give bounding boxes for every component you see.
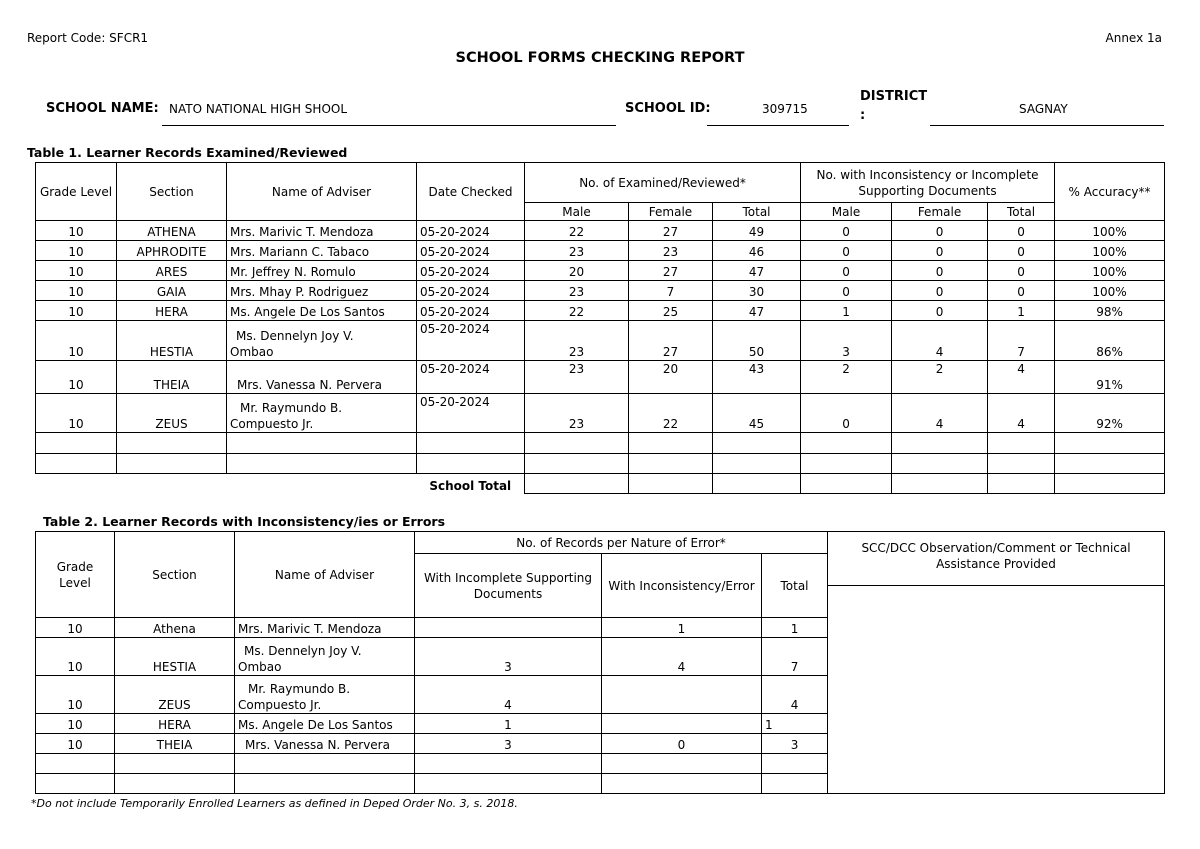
t1-i-female: 0 bbox=[892, 261, 988, 281]
school-total-label: School Total bbox=[417, 474, 525, 494]
t2-observation-area bbox=[828, 586, 1165, 794]
page-title: SCHOOL FORMS CHECKING REPORT bbox=[455, 50, 745, 66]
t1-e-female: 20 bbox=[629, 361, 713, 394]
t1-e-male: 23 bbox=[525, 281, 629, 301]
t2-section: ZEUS bbox=[115, 676, 235, 714]
t1-section: HESTIA bbox=[117, 321, 227, 361]
t1-accuracy: 100% bbox=[1055, 241, 1165, 261]
t1-i-male: 3 bbox=[801, 321, 892, 361]
t1-header-i-female: Female bbox=[892, 203, 988, 221]
t1-e-female: 27 bbox=[629, 221, 713, 241]
t2-total: 7 bbox=[762, 638, 828, 676]
t2-adviser bbox=[235, 638, 415, 676]
school-id-value: 309715 bbox=[762, 102, 808, 116]
t1-i-female: 4 bbox=[892, 321, 988, 361]
t1-section: ARES bbox=[117, 261, 227, 281]
t2-adviser-line1: Ms. Dennelyn Joy V. bbox=[244, 644, 362, 658]
school-name-label: SCHOOL NAME: bbox=[46, 101, 159, 116]
t1-i-female: 0 bbox=[892, 241, 988, 261]
t1-header-examined-group: No. of Examined/Reviewed* bbox=[525, 163, 801, 203]
t2-grade: 10 bbox=[36, 734, 115, 754]
t1-section: APHRODITE bbox=[117, 241, 227, 261]
t2-adviser: Ms. Angele De Los Santos bbox=[235, 714, 415, 734]
t1-e-total: 47 bbox=[713, 261, 801, 281]
t1-i-total: 1 bbox=[988, 301, 1055, 321]
t2-total: 1 bbox=[762, 714, 828, 734]
school-total-row bbox=[36, 474, 1165, 494]
t1-adviser: Mrs. Mhay P. Rodriguez bbox=[227, 281, 417, 301]
t2-grade: 10 bbox=[36, 714, 115, 734]
t2-inconsistency: 4 bbox=[602, 638, 762, 676]
t2-adviser: Mrs. Marivic T. Mendoza bbox=[235, 618, 415, 638]
t1-header-i-male: Male bbox=[801, 203, 892, 221]
t2-total: 3 bbox=[762, 734, 828, 754]
t1-i-total: 4 bbox=[988, 361, 1055, 394]
t2-inconsistency bbox=[602, 676, 762, 714]
t1-header-e-male: Male bbox=[525, 203, 629, 221]
table-row bbox=[36, 241, 1165, 261]
t1-section: THEIA bbox=[117, 361, 227, 394]
t1-e-male: 23 bbox=[525, 241, 629, 261]
t1-header-adviser: Name of Adviser bbox=[227, 163, 417, 221]
t1-e-male: 22 bbox=[525, 221, 629, 241]
t1-e-male: 22 bbox=[525, 301, 629, 321]
t1-e-total: 30 bbox=[713, 281, 801, 301]
t2-header-grade-level: Grade Level bbox=[36, 532, 115, 618]
t2-header-incomplete: With Incomplete Supporting Documents bbox=[415, 554, 602, 618]
table1-learner-records bbox=[35, 162, 1165, 494]
t2-incomplete: 3 bbox=[415, 734, 602, 754]
t1-e-total: 47 bbox=[713, 301, 801, 321]
report-code: Report Code: SFCR1 bbox=[27, 31, 149, 45]
t2-grade: 10 bbox=[36, 618, 115, 638]
t1-date: 05-20-2024 bbox=[417, 361, 525, 394]
t1-header-accuracy: % Accuracy** bbox=[1055, 163, 1165, 221]
t1-i-male: 0 bbox=[801, 281, 892, 301]
t2-header-section: Section bbox=[115, 532, 235, 618]
t1-accuracy: 100% bbox=[1055, 221, 1165, 241]
t2-total: 1 bbox=[762, 618, 828, 638]
table-row bbox=[36, 221, 1165, 241]
t1-i-total: 0 bbox=[988, 221, 1055, 241]
t2-header-adviser: Name of Adviser bbox=[235, 532, 415, 618]
t1-adviser-line2: Ombao bbox=[230, 345, 274, 359]
t1-header-e-total: Total bbox=[713, 203, 801, 221]
t1-e-total: 45 bbox=[713, 394, 801, 433]
t1-e-total: 49 bbox=[713, 221, 801, 241]
t1-accuracy: 86% bbox=[1055, 321, 1165, 361]
t1-e-female: 27 bbox=[629, 261, 713, 281]
t1-e-male: 23 bbox=[525, 321, 629, 361]
table-row-empty bbox=[36, 454, 1165, 474]
t1-date: 05-20-2024 bbox=[417, 321, 525, 361]
t1-i-male: 0 bbox=[801, 241, 892, 261]
t2-grade: 10 bbox=[36, 638, 115, 676]
t1-section: ATHENA bbox=[117, 221, 227, 241]
t1-accuracy: 98% bbox=[1055, 301, 1165, 321]
t2-header-inconsistency: With Inconsistency/Error bbox=[602, 554, 762, 618]
t1-grade: 10 bbox=[36, 281, 117, 301]
t1-adviser: Ms. Angele De Los Santos bbox=[227, 301, 417, 321]
t1-date: 05-20-2024 bbox=[417, 281, 525, 301]
t1-i-female: 4 bbox=[892, 394, 988, 433]
district-colon: : bbox=[860, 108, 866, 123]
district-label: DISTRICT bbox=[860, 89, 928, 104]
t1-date: 05-20-2024 bbox=[417, 241, 525, 261]
t1-adviser bbox=[227, 321, 417, 361]
t2-section: THEIA bbox=[115, 734, 235, 754]
t1-date: 05-20-2024 bbox=[417, 394, 525, 433]
annex-label: Annex 1a bbox=[1105, 31, 1162, 45]
t1-i-female: 2 bbox=[892, 361, 988, 394]
t1-e-male: 20 bbox=[525, 261, 629, 281]
t1-accuracy: 100% bbox=[1055, 261, 1165, 281]
t1-adviser: Mrs. Marivic T. Mendoza bbox=[227, 221, 417, 241]
t1-i-total: 0 bbox=[988, 261, 1055, 281]
t1-date: 05-20-2024 bbox=[417, 301, 525, 321]
t1-grade: 10 bbox=[36, 301, 117, 321]
t1-accuracy: 92% bbox=[1055, 394, 1165, 433]
t1-section: ZEUS bbox=[117, 394, 227, 433]
table-row bbox=[36, 394, 1165, 433]
district-value: SAGNAY bbox=[1019, 102, 1068, 116]
t1-e-female: 23 bbox=[629, 241, 713, 261]
t2-inconsistency: 0 bbox=[602, 734, 762, 754]
table-row bbox=[36, 261, 1165, 281]
table2-caption: Table 2. Learner Records with Inconsistency/ies or Errors bbox=[43, 514, 446, 529]
table-row bbox=[36, 361, 1165, 394]
t1-e-female: 25 bbox=[629, 301, 713, 321]
t1-e-female: 22 bbox=[629, 394, 713, 433]
t1-i-total: 0 bbox=[988, 281, 1055, 301]
t1-adviser-line1: Ms. Dennelyn Joy V. bbox=[236, 329, 354, 343]
t2-section: HESTIA bbox=[115, 638, 235, 676]
t1-grade: 10 bbox=[36, 261, 117, 281]
t1-grade: 10 bbox=[36, 221, 117, 241]
t1-grade: 10 bbox=[36, 361, 117, 394]
t1-header-inconsistency-group: No. with Inconsistency or Incomplete Supporting Documents bbox=[801, 163, 1055, 203]
t1-grade: 10 bbox=[36, 321, 117, 361]
t1-i-total: 4 bbox=[988, 394, 1055, 433]
t2-inconsistency: 1 bbox=[602, 618, 762, 638]
table-row-empty bbox=[36, 433, 1165, 454]
t2-incomplete: 1 bbox=[415, 714, 602, 734]
t1-i-female: 0 bbox=[892, 301, 988, 321]
t1-accuracy: 91% bbox=[1055, 361, 1165, 394]
table-row bbox=[36, 321, 1165, 361]
t1-date: 05-20-2024 bbox=[417, 221, 525, 241]
t1-adviser: Mrs. Mariann C. Tabaco bbox=[227, 241, 417, 261]
t1-i-total: 7 bbox=[988, 321, 1055, 361]
school-id-field bbox=[707, 101, 849, 126]
t1-e-male: 23 bbox=[525, 394, 629, 433]
t2-adviser: Mrs. Vanessa N. Pervera bbox=[235, 734, 415, 754]
table2-inconsistency-records bbox=[35, 531, 1165, 794]
t1-e-female: 27 bbox=[629, 321, 713, 361]
t1-section: GAIA bbox=[117, 281, 227, 301]
t2-section: Athena bbox=[115, 618, 235, 638]
t1-i-female: 0 bbox=[892, 221, 988, 241]
t1-e-male: 23 bbox=[525, 361, 629, 394]
school-id-label: SCHOOL ID: bbox=[625, 101, 711, 116]
t1-i-male: 0 bbox=[801, 394, 892, 433]
t1-i-male: 0 bbox=[801, 261, 892, 281]
t2-header-total: Total bbox=[762, 554, 828, 618]
t1-adviser bbox=[227, 394, 417, 433]
t2-header-nature-group: No. of Records per Nature of Error* bbox=[415, 532, 828, 554]
t1-i-male: 2 bbox=[801, 361, 892, 394]
t1-i-total: 0 bbox=[988, 241, 1055, 261]
t2-grade: 10 bbox=[36, 676, 115, 714]
t2-header-observation: SCC/DCC Observation/Comment or Technical Assistance Provided bbox=[828, 532, 1165, 586]
footnote: *Do not include Temporarily Enrolled Learners as defined in Deped Order No. 3, s. 2018. bbox=[31, 797, 518, 810]
t2-incomplete: 4 bbox=[415, 676, 602, 714]
t2-adviser-line2: Compuesto Jr. bbox=[238, 698, 322, 712]
table-row bbox=[36, 301, 1165, 321]
t2-incomplete bbox=[415, 618, 602, 638]
t1-adviser-line1: Mr. Raymundo B. bbox=[240, 401, 343, 415]
t1-i-female: 0 bbox=[892, 281, 988, 301]
district-field bbox=[930, 101, 1164, 126]
t2-adviser-line1: Mr. Raymundo B. bbox=[248, 682, 351, 696]
t1-accuracy: 100% bbox=[1055, 281, 1165, 301]
t1-header-grade-level: Grade Level bbox=[36, 163, 117, 221]
t2-section: HERA bbox=[115, 714, 235, 734]
school-name-field bbox=[162, 101, 616, 126]
t1-header-date-checked: Date Checked bbox=[417, 163, 525, 221]
t1-grade: 10 bbox=[36, 241, 117, 261]
t1-grade: 10 bbox=[36, 394, 117, 433]
t1-adviser-line2: Compuesto Jr. bbox=[230, 417, 314, 431]
t2-adviser-line2: Ombao bbox=[238, 660, 282, 674]
t1-header-e-female: Female bbox=[629, 203, 713, 221]
t1-i-male: 0 bbox=[801, 221, 892, 241]
t1-date: 05-20-2024 bbox=[417, 261, 525, 281]
table-row bbox=[36, 281, 1165, 301]
t1-section: HERA bbox=[117, 301, 227, 321]
t1-adviser: Mr. Jeffrey N. Romulo bbox=[227, 261, 417, 281]
school-name-value: NATO NATIONAL HIGH SHOOL bbox=[169, 102, 348, 116]
t1-header-i-total: Total bbox=[988, 203, 1055, 221]
table1-caption: Table 1. Learner Records Examined/Reviewed bbox=[27, 145, 348, 160]
t1-e-total: 46 bbox=[713, 241, 801, 261]
t1-e-female: 7 bbox=[629, 281, 713, 301]
t1-e-total: 50 bbox=[713, 321, 801, 361]
t1-adviser: Mrs. Vanessa N. Pervera bbox=[227, 361, 417, 394]
t1-i-male: 1 bbox=[801, 301, 892, 321]
t2-total: 4 bbox=[762, 676, 828, 714]
t2-inconsistency bbox=[602, 714, 762, 734]
t2-incomplete: 3 bbox=[415, 638, 602, 676]
t1-e-total: 43 bbox=[713, 361, 801, 394]
t1-header-section: Section bbox=[117, 163, 227, 221]
t2-adviser bbox=[235, 676, 415, 714]
